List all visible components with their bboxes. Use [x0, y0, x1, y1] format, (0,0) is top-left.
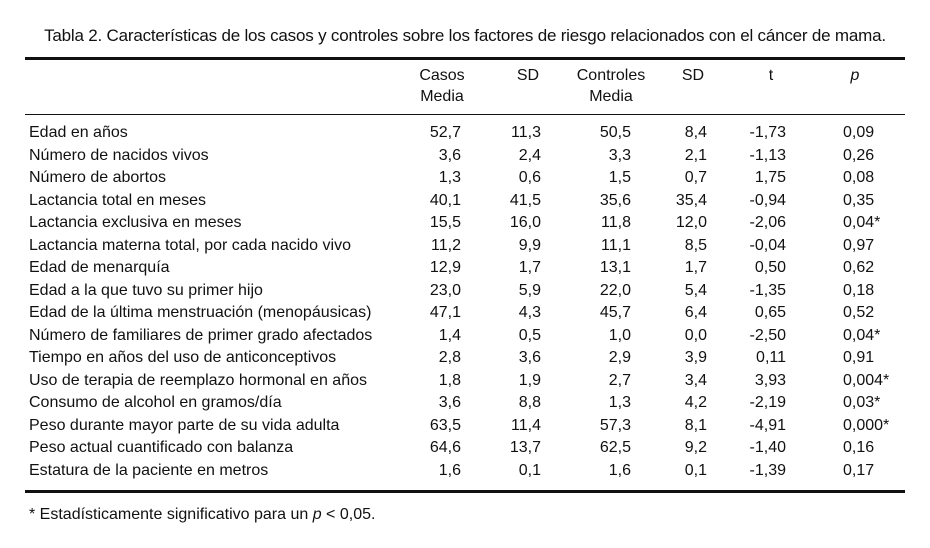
controles-media-value: 22,0 [599, 281, 631, 299]
sd-controles-value: 6,4 [684, 304, 707, 321]
p-value: 0,03* [843, 394, 881, 411]
row-label: Número de familiares de primer grado afectados [29, 326, 373, 344]
table-row [0, 325, 930, 348]
row-label: Lactancia materna total, por cada nacido vivo [29, 236, 351, 254]
table-row [0, 370, 930, 393]
top-rule [25, 57, 905, 60]
t-value: -2,19 [749, 394, 786, 411]
casos-media-value: 23,0 [429, 281, 461, 299]
row-label: Edad en años [29, 124, 128, 141]
t-value: -0,04 [749, 236, 786, 254]
t-value: 0,11 [756, 349, 786, 366]
footnote [29, 506, 375, 524]
row-label: Edad de menarquía [29, 259, 170, 276]
row-label: Edad a la que tuvo su primer hijo [29, 281, 263, 299]
p-value: 0,26 [843, 146, 875, 164]
header-t-label: t [768, 67, 774, 84]
row-label: Lactancia total en meses [29, 191, 206, 209]
t-value: -0,94 [749, 191, 786, 209]
sd-controles-value: 0,0 [684, 326, 707, 344]
casos-media-value: 15,5 [429, 214, 461, 231]
sd-casos-value: 1,9 [518, 371, 541, 389]
casos-media-value: 47,1 [429, 304, 461, 321]
casos-media-value: 2,8 [438, 349, 461, 366]
table-row [0, 392, 930, 415]
t-value: -2,50 [749, 326, 786, 344]
t-value: -1,35 [749, 281, 786, 299]
sd-controles-value: 12,0 [675, 214, 707, 231]
sd-casos-value: 0,5 [518, 326, 541, 344]
row-label: Número de abortos [29, 169, 166, 186]
controles-media-value: 1,0 [608, 326, 631, 344]
sd-casos-value: 5,9 [518, 281, 541, 299]
header-casos-media [402, 65, 482, 107]
p-value: 0,18 [843, 281, 875, 299]
controles-media-value: 50,5 [599, 124, 631, 141]
t-value: 1,75 [754, 169, 786, 186]
sd-controles-value: 8,1 [684, 416, 707, 434]
header-t [756, 65, 786, 86]
footnote-p: p [312, 506, 322, 523]
sd-casos-value: 16,0 [509, 214, 541, 231]
sd-controles-value: 2,1 [684, 146, 707, 164]
row-label: Peso durante mayor parte de su vida adulta [29, 416, 340, 434]
controles-media-value: 57,3 [599, 416, 631, 434]
footnote-text: * Estadísticamente significativo para un [29, 506, 313, 523]
p-value: 0,35 [843, 191, 875, 209]
controles-media-value: 1,6 [608, 461, 631, 479]
header-rule [25, 114, 905, 115]
controles-media-value: 11,8 [601, 214, 631, 231]
controles-media-value: 62,5 [599, 439, 631, 456]
sd-controles-value: 5,4 [684, 281, 707, 299]
t-value: 3,93 [754, 371, 786, 389]
t-value: -1,40 [749, 439, 786, 456]
row-label: Uso de terapia de reemplazo hormonal en años [29, 371, 367, 389]
sd-controles-value: 9,2 [684, 439, 707, 456]
sd-controles-value: 3,9 [684, 349, 707, 366]
sd-casos-value: 8,8 [518, 394, 541, 411]
controles-media-value: 45,7 [599, 304, 631, 321]
casos-media-value: 1,3 [438, 169, 461, 186]
p-value: 0,04* [843, 214, 881, 231]
table-row [0, 437, 930, 460]
sd-controles-value: 3,4 [684, 371, 707, 389]
table-row [0, 145, 930, 168]
table-body [0, 122, 930, 482]
casos-media-value: 1,8 [438, 371, 461, 389]
p-value: 0,004* [843, 371, 890, 389]
table-row [0, 280, 930, 303]
controles-media-value: 2,9 [608, 349, 631, 366]
table-row [0, 347, 930, 370]
controles-media-value: 3,3 [608, 146, 631, 164]
sd-casos-value: 0,6 [518, 169, 541, 186]
header-p-label: p [850, 67, 860, 84]
sd-controles-value: 8,5 [684, 236, 707, 254]
p-value: 0,000* [843, 416, 890, 434]
header-controles: Controles [576, 67, 646, 84]
header-sd-controles [673, 65, 713, 86]
t-value: 0,50 [754, 259, 786, 276]
sd-controles-value: 0,1 [684, 461, 707, 479]
table-row [0, 235, 930, 258]
sd-casos-value: 2,4 [518, 146, 541, 164]
header-casos: Casos [419, 67, 465, 84]
casos-media-value: 40,1 [429, 191, 461, 209]
header-sd2: SD [681, 67, 705, 84]
bottom-rule [25, 490, 905, 493]
casos-media-value: 64,6 [429, 439, 461, 456]
t-value: -1,13 [749, 146, 786, 164]
sd-controles-value: 8,4 [684, 124, 707, 141]
sd-controles-value: 1,7 [684, 259, 707, 276]
casos-media-value: 11,2 [431, 236, 461, 254]
sd-casos-value: 3,6 [518, 349, 541, 366]
table-row [0, 167, 930, 190]
controles-media-value: 2,7 [608, 371, 631, 389]
row-label: Tiempo en años del uso de anticonceptivos [29, 349, 337, 366]
row-label: Lactancia exclusiva en meses [29, 214, 242, 231]
row-label: Estatura de la paciente en metros [29, 461, 269, 479]
t-value: -2,06 [749, 214, 786, 231]
casos-media-value: 1,6 [438, 461, 461, 479]
table-row [0, 190, 930, 213]
sd-casos-value: 4,3 [518, 304, 541, 321]
sd-casos-value: 11,3 [511, 124, 541, 141]
sd-casos-value: 1,7 [518, 259, 541, 276]
casos-media-value: 1,4 [438, 326, 461, 344]
casos-media-value: 3,6 [438, 394, 461, 411]
p-value: 0,97 [843, 236, 875, 254]
sd-casos-value: 41,5 [509, 191, 541, 209]
controles-media-value: 11,1 [601, 236, 631, 254]
header-sd1: SD [516, 67, 540, 84]
table-row [0, 302, 930, 325]
header-sd-casos [508, 65, 548, 86]
row-label: Número de nacidos vivos [29, 146, 209, 164]
controles-media-value: 35,6 [599, 191, 631, 209]
table-row [0, 122, 930, 145]
controles-media-value: 13,1 [599, 259, 631, 276]
table-row [0, 460, 930, 483]
controles-media-value: 1,5 [608, 169, 631, 186]
row-label: Edad de la última menstruación (menopáusicas) [29, 304, 372, 321]
t-value: -1,39 [749, 461, 786, 479]
sd-casos-value: 0,1 [518, 461, 541, 479]
p-value: 0,52 [843, 304, 875, 321]
t-value: 0,65 [754, 304, 786, 321]
p-value: 0,17 [843, 461, 875, 479]
table-row [0, 257, 930, 280]
row-label: Peso actual cuantificado con balanza [29, 439, 294, 456]
table-row [0, 212, 930, 235]
sd-controles-value: 4,2 [684, 394, 707, 411]
header-controles-media [565, 65, 657, 107]
p-value: 0,09 [843, 124, 875, 141]
p-value: 0,16 [843, 439, 875, 456]
row-label: Consumo de alcohol en gramos/día [29, 394, 282, 411]
p-value: 0,08 [843, 169, 875, 186]
footnote-threshold: < 0,05. [321, 506, 376, 523]
table-row [0, 415, 930, 438]
header-casos-media-label: Media [420, 88, 464, 105]
sd-casos-value: 13,7 [509, 439, 541, 456]
header-controles-media-label: Media [589, 88, 633, 105]
sd-controles-value: 35,4 [675, 191, 707, 209]
sd-casos-value: 9,9 [518, 236, 541, 254]
t-value: -4,91 [749, 416, 786, 434]
header-p [840, 65, 870, 86]
casos-media-value: 52,7 [429, 124, 461, 141]
table-title: Tabla 2. Características de los casos y controles sobre los factores de riesgo relacionados con el cáncer de mama. [44, 26, 886, 45]
casos-media-value: 3,6 [438, 146, 461, 164]
p-value: 0,91 [843, 349, 875, 366]
sd-controles-value: 0,7 [684, 169, 707, 186]
casos-media-value: 63,5 [429, 416, 461, 434]
t-value: -1,73 [749, 124, 786, 141]
sd-casos-value: 11,4 [511, 416, 541, 434]
p-value: 0,62 [843, 259, 875, 276]
controles-media-value: 1,3 [608, 394, 631, 411]
p-value: 0,04* [843, 326, 881, 344]
casos-media-value: 12,9 [429, 259, 461, 276]
